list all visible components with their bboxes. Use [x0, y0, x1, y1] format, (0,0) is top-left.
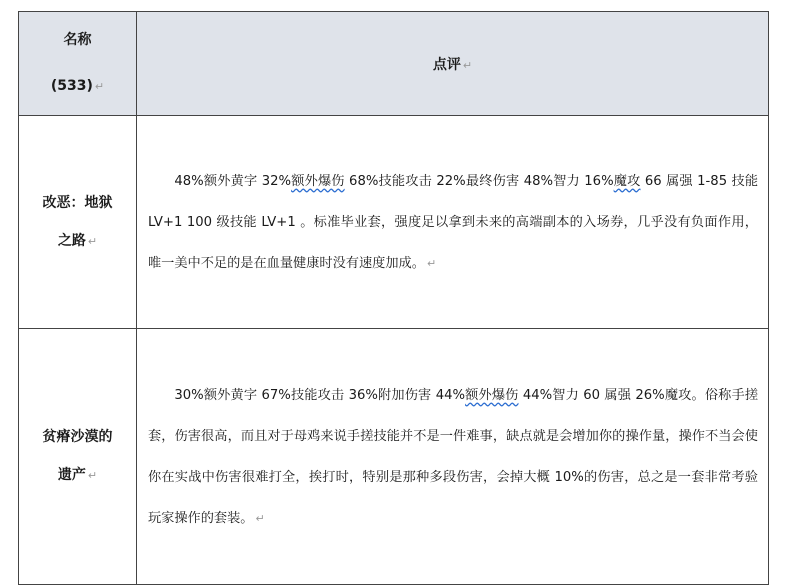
header-comment-cell	[137, 12, 769, 116]
set-name-line1: 改恶：地狱	[42, 194, 113, 211]
comment-cell	[137, 116, 769, 329]
return-mark-icon: ↵	[87, 234, 98, 248]
header-name-cell	[19, 12, 137, 116]
return-mark-icon: ↵	[426, 256, 437, 270]
header-row	[19, 12, 769, 116]
comment-segment: 68%技能攻击 22%最终伤害 48%智力 16%	[344, 173, 614, 189]
header-name-label: 名称	[63, 32, 92, 48]
equipment-review-table	[18, 11, 769, 585]
set-name-line2: 遗产	[57, 467, 86, 483]
comment-text	[148, 161, 758, 284]
spellcheck-underlined-text: 魔攻	[613, 173, 641, 189]
comment-segment: 66 属强 1-85 技能 LV+1 100 级技能 LV+1 。标准毕业套，强度足以拿到未来的高端副本的入场券，几乎没有负面作用，唯一美中不足的是在血量健康时没有速度加成。	[148, 173, 759, 271]
return-mark-icon: ↵	[94, 80, 105, 93]
return-mark-icon: ↵	[462, 58, 473, 72]
set-name-line1: 贫瘠沙漠的	[42, 429, 113, 445]
set-name-cell	[19, 329, 137, 585]
comment-text	[148, 375, 758, 539]
return-mark-icon: ↵	[255, 511, 265, 525]
return-mark-icon: ↵	[87, 469, 98, 482]
spellcheck-underlined-text: 额外爆伤	[465, 387, 519, 403]
set-name-cell	[19, 116, 137, 329]
comment-cell	[137, 329, 769, 585]
comment-segment: 44%智力 60 属强 26%魔攻。俗称手搓套，伤害很高，而且对于母鸡来说手搓技能并不是一件难事，缺点就是会增加你的操作量，操作不当会使你在实战中伤害很难打全，挨打时，特别是那种多段伤害，会掉大概 10%的伤害，总之是一套非常考验玩家操作的套装。	[148, 387, 759, 526]
table-row	[19, 329, 769, 585]
set-name-line2: 之路	[57, 232, 86, 249]
table-row	[19, 116, 769, 329]
comment-segment: 48%额外黄字 32%	[174, 173, 292, 189]
header-comment-label: 点评	[432, 56, 461, 73]
header-name-count: (533)	[50, 78, 93, 94]
comment-segment: 30%额外黄字 67%技能攻击 36%附加伤害 44%	[174, 387, 466, 403]
spellcheck-underlined-text: 额外爆伤	[291, 173, 345, 189]
